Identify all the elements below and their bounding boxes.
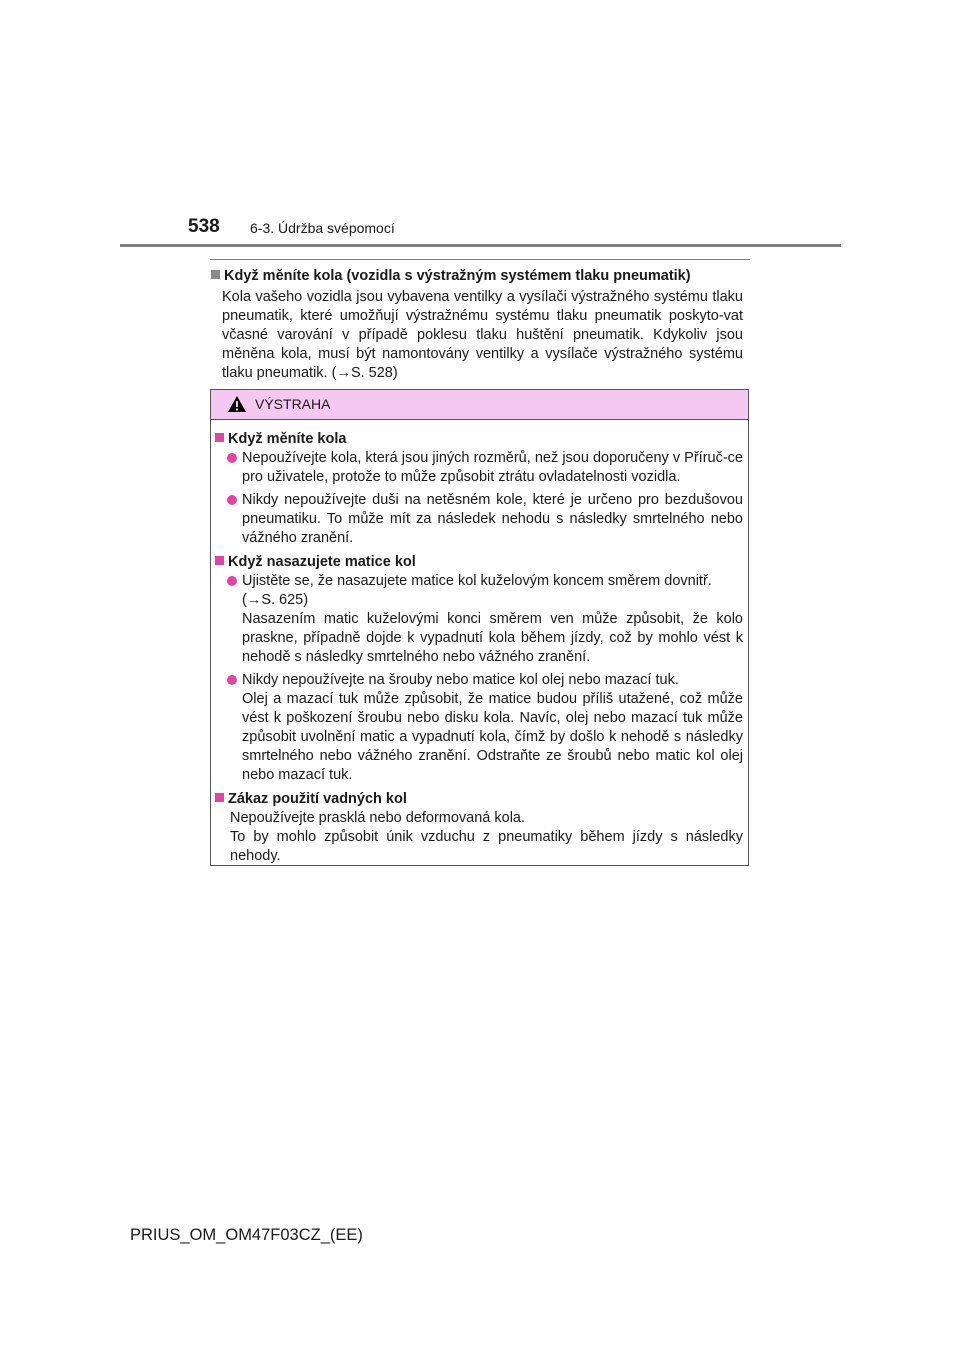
plain-text: To by mohlo způsobit únik vzduchu z pneumatiky během jízdy s následky nehody. [230, 829, 743, 864]
bullet-text: Nepoužívejte kola, která jsou jiných rozměrů, než jsou doporučeny v Příruč-ce pro uživatele, protože to může způsobit ztrátu ovladatelnosti vozidla. [242, 450, 743, 485]
square-icon [215, 793, 224, 802]
bullet-text: Olej a mazací tuk může způsobit, že matice budou příliš utažené, což může vést k poškození šroubu nebo disku kola. Navíc, olej nebo mazací tuk může způsobit uvolnění matic a vypadnutí kola, čímž by došlo k nehodě s následky smrtelného nebo vážného zranění. Odstraňte ze šroubů nebo matic kol olej nebo mazací tuk. [242, 691, 743, 783]
document-code: PRIUS_OM_OM47F03CZ_(EE) [130, 1226, 363, 1244]
warning-bullet [215, 449, 743, 487]
bullet-text: (→S. 625) [242, 592, 309, 608]
header-divider [120, 244, 841, 247]
warning-group-title: Zákaz použití vadných kol [215, 789, 743, 809]
warning-group [215, 429, 743, 548]
circle-bullet-icon [227, 675, 237, 685]
circle-bullet-icon [227, 453, 237, 463]
square-icon [215, 556, 224, 565]
section-divider [210, 259, 750, 260]
warning-box [210, 389, 749, 866]
bullet-text: Nikdy nepoužívejte na šrouby nebo matice kol olej nebo mazací tuk. [242, 672, 679, 688]
bullet-text: Ujistěte se, že nasazujete matice kol kuželovým koncem směrem dovnitř. [242, 573, 712, 589]
warning-group [215, 789, 743, 866]
page-number: 538 [188, 216, 220, 237]
warning-bullet [215, 572, 743, 667]
section-body: Kola vašeho vozidla jsou vybavena ventilky a vysílači výstražného systému tlaku pneumatik, které umožňují výstražnému systému tlaku pneumatik poskyto-vat včasné varování v případě poklesu tlaku huštění pneumatik. Kdykoliv jsou měněna kola, musí být namontovány ventilky a vysílače výstražného systému tlaku pneumatik. (→S. 528) [222, 289, 743, 381]
chapter-title: 6-3. Údržba svépomocí [250, 220, 395, 236]
warning-text [215, 809, 743, 866]
warning-group [215, 552, 743, 785]
warning-label: VÝSTRAHA [255, 396, 331, 412]
warning-group-title: Když měníte kola [215, 429, 743, 449]
bullet-text: Nasazením matic kuželovými konci směrem ven může způsobit, že kolo praskne, případně dojde k vypadnutí kola během jízdy, což by mohlo vést k nehodě s následky smrtelného nebo vážného zranění. [242, 611, 743, 665]
page-header [120, 216, 840, 246]
plain-text: Nepoužívejte prasklá nebo deformovaná kola. [230, 810, 526, 826]
square-icon [211, 270, 220, 279]
warning-triangle-icon [227, 395, 247, 413]
circle-bullet-icon [227, 495, 237, 505]
section-title: Když měníte kola (vozidla s výstražným systémem tlaku pneumatik) [211, 266, 743, 286]
warning-bullet [215, 671, 743, 785]
circle-bullet-icon [227, 576, 237, 586]
warning-header [211, 390, 748, 420]
square-icon [215, 433, 224, 442]
warning-content [215, 429, 743, 868]
warning-bullet [215, 491, 743, 548]
tire-pressure-section [211, 266, 743, 383]
bullet-text: Nikdy nepoužívejte duši na netěsném kole, které je určeno pro bezdušovou pneumatiku. To může mít za následek nehodu s následky smrtelného nebo vážného zranění. [242, 492, 743, 546]
warning-group-title: Když nasazujete matice kol [215, 552, 743, 572]
